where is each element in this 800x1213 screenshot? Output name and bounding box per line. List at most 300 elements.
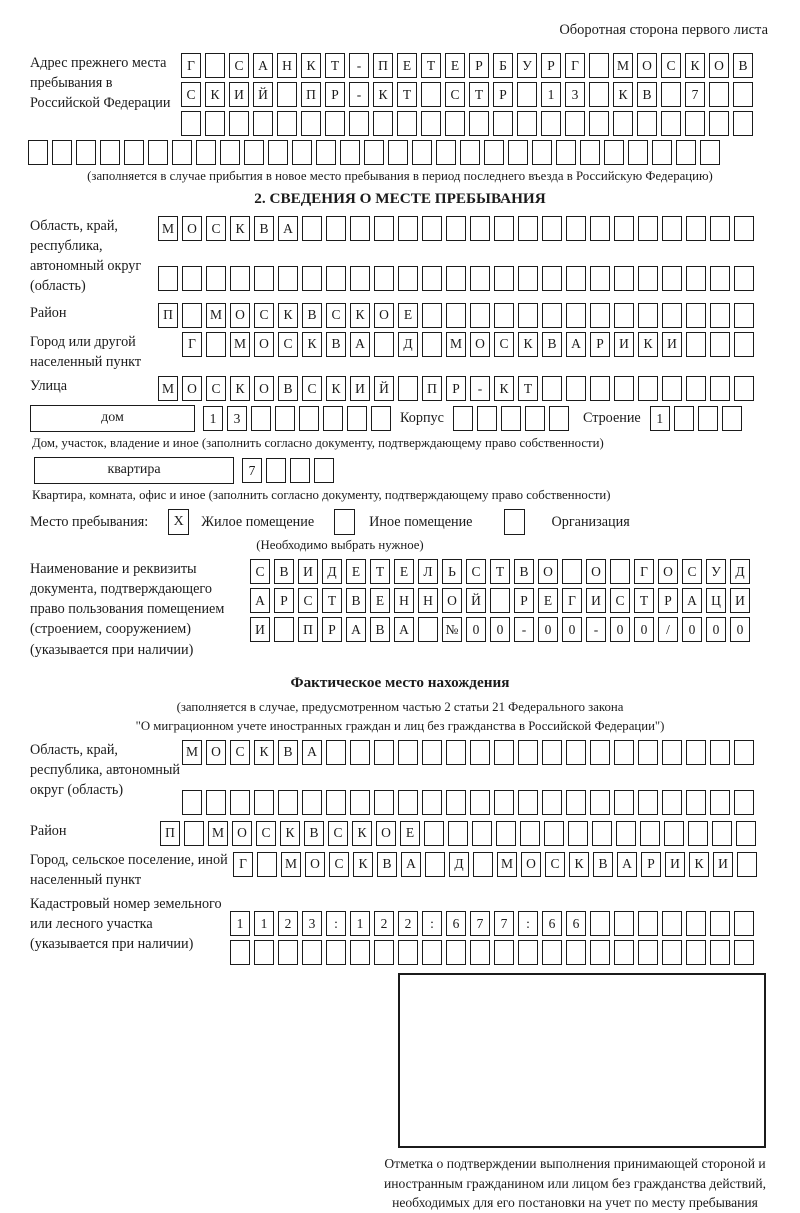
char-box[interactable]: К [230, 216, 250, 241]
char-box[interactable] [566, 303, 586, 328]
char-box[interactable]: Ь [442, 559, 462, 584]
char-box[interactable] [734, 790, 754, 815]
char-box[interactable]: : [518, 911, 538, 936]
char-box[interactable] [374, 940, 394, 965]
char-box[interactable] [220, 140, 240, 165]
char-box[interactable] [541, 111, 561, 136]
char-box[interactable]: 3 [302, 911, 322, 936]
char-box[interactable] [734, 266, 754, 291]
char-box[interactable] [661, 82, 681, 107]
char-box[interactable] [640, 821, 660, 846]
char-box[interactable]: С [206, 376, 226, 401]
checkbox-zhiloe[interactable]: X [168, 509, 189, 535]
char-box[interactable]: 7 [242, 458, 262, 483]
char-box[interactable] [710, 740, 730, 765]
char-box[interactable] [638, 303, 658, 328]
char-box[interactable] [710, 266, 730, 291]
char-box[interactable]: С [254, 303, 274, 328]
char-box[interactable] [302, 266, 322, 291]
char-box[interactable]: Т [322, 588, 342, 613]
char-box[interactable] [638, 740, 658, 765]
char-box[interactable] [710, 332, 730, 357]
char-box[interactable] [206, 332, 226, 357]
char-box[interactable] [470, 266, 490, 291]
char-box[interactable]: - [514, 617, 534, 642]
char-box[interactable] [470, 940, 490, 965]
char-box[interactable] [566, 216, 586, 241]
char-box[interactable] [710, 216, 730, 241]
char-box[interactable] [421, 82, 441, 107]
char-box[interactable]: № [442, 617, 462, 642]
char-box[interactable] [686, 376, 706, 401]
char-box[interactable] [299, 406, 319, 431]
char-box[interactable]: К [685, 53, 705, 78]
char-box[interactable] [477, 406, 497, 431]
char-box[interactable]: С [302, 376, 322, 401]
char-box[interactable] [709, 82, 729, 107]
char-box[interactable]: 0 [490, 617, 510, 642]
char-box[interactable]: 0 [682, 617, 702, 642]
char-box[interactable]: М [158, 376, 178, 401]
char-box[interactable]: К [230, 376, 250, 401]
char-box[interactable]: С [230, 740, 250, 765]
char-box[interactable]: К [301, 53, 321, 78]
char-box[interactable] [323, 406, 343, 431]
char-box[interactable]: Р [325, 82, 345, 107]
char-box[interactable]: И [662, 332, 682, 357]
char-box[interactable]: Р [641, 852, 661, 877]
char-box[interactable] [425, 852, 445, 877]
char-box[interactable]: В [302, 303, 322, 328]
char-box[interactable] [662, 911, 682, 936]
char-box[interactable] [688, 821, 708, 846]
char-box[interactable]: Г [565, 53, 585, 78]
char-box[interactable] [254, 790, 274, 815]
char-box[interactable]: Т [469, 82, 489, 107]
char-box[interactable]: Е [445, 53, 465, 78]
char-box[interactable] [398, 376, 418, 401]
apartment-type-box[interactable]: квартира [34, 457, 234, 484]
char-box[interactable] [614, 376, 634, 401]
char-box[interactable]: 0 [562, 617, 582, 642]
char-box[interactable] [472, 821, 492, 846]
char-box[interactable] [28, 140, 48, 165]
char-box[interactable] [398, 266, 418, 291]
char-box[interactable] [448, 821, 468, 846]
char-box[interactable]: С [661, 53, 681, 78]
char-box[interactable]: У [517, 53, 537, 78]
char-box[interactable] [494, 790, 514, 815]
char-box[interactable] [172, 140, 192, 165]
char-box[interactable] [734, 376, 754, 401]
char-box[interactable]: О [442, 588, 462, 613]
char-box[interactable] [374, 266, 394, 291]
char-box[interactable]: Р [322, 617, 342, 642]
char-box[interactable]: В [593, 852, 613, 877]
char-box[interactable] [374, 790, 394, 815]
char-box[interactable] [542, 740, 562, 765]
char-box[interactable]: Д [322, 559, 342, 584]
char-box[interactable] [712, 821, 732, 846]
char-box[interactable]: Р [590, 332, 610, 357]
char-box[interactable]: Т [518, 376, 538, 401]
char-box[interactable] [734, 303, 754, 328]
char-box[interactable] [278, 940, 298, 965]
char-box[interactable]: Г [181, 53, 201, 78]
char-box[interactable]: 0 [634, 617, 654, 642]
char-box[interactable] [590, 303, 610, 328]
char-box[interactable] [274, 617, 294, 642]
char-box[interactable] [254, 266, 274, 291]
char-box[interactable] [686, 266, 706, 291]
char-box[interactable] [614, 303, 634, 328]
char-box[interactable]: С [494, 332, 514, 357]
char-box[interactable]: Й [466, 588, 486, 613]
char-box[interactable] [76, 140, 96, 165]
char-box[interactable]: С [326, 303, 346, 328]
char-box[interactable]: Г [634, 559, 654, 584]
char-box[interactable]: П [373, 53, 393, 78]
char-box[interactable]: В [733, 53, 753, 78]
char-box[interactable]: Е [400, 821, 420, 846]
char-box[interactable]: П [158, 303, 178, 328]
char-box[interactable] [565, 111, 585, 136]
char-box[interactable] [590, 790, 610, 815]
char-box[interactable] [638, 911, 658, 936]
char-box[interactable] [686, 332, 706, 357]
char-box[interactable] [710, 303, 730, 328]
house-type-box[interactable]: дом [30, 405, 195, 432]
char-box[interactable] [566, 740, 586, 765]
char-box[interactable] [422, 266, 442, 291]
char-box[interactable] [614, 266, 634, 291]
char-box[interactable]: К [569, 852, 589, 877]
char-box[interactable]: 1 [203, 406, 223, 431]
char-box[interactable]: О [374, 303, 394, 328]
char-box[interactable]: : [326, 911, 346, 936]
char-box[interactable]: Е [397, 53, 417, 78]
char-box[interactable]: В [326, 332, 346, 357]
char-box[interactable]: К [205, 82, 225, 107]
char-box[interactable] [422, 940, 442, 965]
char-box[interactable] [388, 140, 408, 165]
char-box[interactable] [124, 140, 144, 165]
char-box[interactable]: О [709, 53, 729, 78]
char-box[interactable]: 1 [350, 911, 370, 936]
char-box[interactable] [493, 111, 513, 136]
char-box[interactable] [494, 940, 514, 965]
char-box[interactable]: Л [418, 559, 438, 584]
char-box[interactable]: П [160, 821, 180, 846]
char-box[interactable] [580, 140, 600, 165]
char-box[interactable] [518, 740, 538, 765]
char-box[interactable]: О [521, 852, 541, 877]
char-box[interactable]: В [637, 82, 657, 107]
char-box[interactable] [566, 790, 586, 815]
char-box[interactable]: И [350, 376, 370, 401]
char-box[interactable] [398, 216, 418, 241]
char-box[interactable]: Е [538, 588, 558, 613]
char-box[interactable] [473, 852, 493, 877]
char-box[interactable]: А [350, 332, 370, 357]
char-box[interactable]: У [706, 559, 726, 584]
char-box[interactable]: А [346, 617, 366, 642]
char-box[interactable] [628, 140, 648, 165]
char-box[interactable]: М [208, 821, 228, 846]
char-box[interactable] [734, 216, 754, 241]
char-box[interactable]: О [637, 53, 657, 78]
char-box[interactable] [52, 140, 72, 165]
char-box[interactable] [230, 940, 250, 965]
char-box[interactable] [614, 740, 634, 765]
char-box[interactable] [616, 821, 636, 846]
char-box[interactable] [229, 111, 249, 136]
char-box[interactable] [638, 790, 658, 815]
char-box[interactable] [664, 821, 684, 846]
char-box[interactable] [182, 790, 202, 815]
char-box[interactable] [737, 852, 757, 877]
char-box[interactable]: О [254, 376, 274, 401]
char-box[interactable]: 6 [566, 911, 586, 936]
char-box[interactable] [446, 740, 466, 765]
char-box[interactable]: В [304, 821, 324, 846]
char-box[interactable]: В [370, 617, 390, 642]
char-box[interactable] [614, 216, 634, 241]
char-box[interactable] [685, 111, 705, 136]
char-box[interactable]: О [586, 559, 606, 584]
char-box[interactable] [326, 266, 346, 291]
char-box[interactable] [230, 266, 250, 291]
char-box[interactable]: С [610, 588, 630, 613]
char-box[interactable] [446, 266, 466, 291]
char-box[interactable]: М [613, 53, 633, 78]
char-box[interactable]: В [377, 852, 397, 877]
char-box[interactable] [662, 940, 682, 965]
char-box[interactable] [373, 111, 393, 136]
char-box[interactable] [349, 111, 369, 136]
char-box[interactable] [542, 790, 562, 815]
char-box[interactable] [568, 821, 588, 846]
char-box[interactable]: 0 [538, 617, 558, 642]
char-box[interactable] [257, 852, 277, 877]
char-box[interactable] [445, 111, 465, 136]
char-box[interactable] [182, 303, 202, 328]
char-box[interactable] [736, 821, 756, 846]
char-box[interactable] [422, 332, 442, 357]
char-box[interactable]: К [518, 332, 538, 357]
char-box[interactable]: А [302, 740, 322, 765]
char-box[interactable] [549, 406, 569, 431]
char-box[interactable]: Д [730, 559, 750, 584]
checkbox-org[interactable] [504, 509, 525, 535]
char-box[interactable] [661, 111, 681, 136]
char-box[interactable] [686, 740, 706, 765]
char-box[interactable] [592, 821, 612, 846]
char-box[interactable]: П [301, 82, 321, 107]
char-box[interactable]: 0 [610, 617, 630, 642]
char-box[interactable]: Г [562, 588, 582, 613]
char-box[interactable]: - [470, 376, 490, 401]
char-box[interactable] [316, 140, 336, 165]
char-box[interactable] [613, 111, 633, 136]
char-box[interactable] [614, 911, 634, 936]
char-box[interactable]: К [352, 821, 372, 846]
char-box[interactable] [662, 303, 682, 328]
char-box[interactable]: С [445, 82, 465, 107]
char-box[interactable]: О [232, 821, 252, 846]
char-box[interactable] [446, 790, 466, 815]
char-box[interactable] [686, 911, 706, 936]
char-box[interactable] [734, 332, 754, 357]
char-box[interactable]: И [713, 852, 733, 877]
char-box[interactable] [638, 266, 658, 291]
char-box[interactable]: К [326, 376, 346, 401]
char-box[interactable] [484, 140, 504, 165]
char-box[interactable]: В [514, 559, 534, 584]
char-box[interactable]: П [422, 376, 442, 401]
char-box[interactable]: С [298, 588, 318, 613]
char-box[interactable]: К [302, 332, 322, 357]
char-box[interactable] [470, 740, 490, 765]
char-box[interactable]: 0 [706, 617, 726, 642]
char-box[interactable] [340, 140, 360, 165]
char-box[interactable] [638, 940, 658, 965]
char-box[interactable]: В [274, 559, 294, 584]
char-box[interactable] [518, 303, 538, 328]
char-box[interactable] [470, 216, 490, 241]
char-box[interactable]: - [349, 82, 369, 107]
char-box[interactable]: С [256, 821, 276, 846]
char-box[interactable]: 3 [227, 406, 247, 431]
char-box[interactable] [686, 790, 706, 815]
char-box[interactable]: О [470, 332, 490, 357]
char-box[interactable] [436, 140, 456, 165]
char-box[interactable] [520, 821, 540, 846]
char-box[interactable]: О [376, 821, 396, 846]
char-box[interactable]: Н [277, 53, 297, 78]
char-box[interactable]: И [229, 82, 249, 107]
char-box[interactable]: В [346, 588, 366, 613]
char-box[interactable]: М [206, 303, 226, 328]
char-box[interactable] [501, 406, 521, 431]
char-box[interactable] [589, 111, 609, 136]
char-box[interactable] [590, 376, 610, 401]
char-box[interactable] [676, 140, 696, 165]
char-box[interactable] [494, 266, 514, 291]
char-box[interactable] [371, 406, 391, 431]
char-box[interactable] [292, 140, 312, 165]
char-box[interactable] [710, 940, 730, 965]
char-box[interactable]: А [566, 332, 586, 357]
char-box[interactable] [254, 940, 274, 965]
char-box[interactable] [562, 559, 582, 584]
char-box[interactable] [158, 266, 178, 291]
char-box[interactable]: А [401, 852, 421, 877]
char-box[interactable]: Т [634, 588, 654, 613]
char-box[interactable]: А [682, 588, 702, 613]
char-box[interactable] [686, 216, 706, 241]
char-box[interactable]: К [638, 332, 658, 357]
char-box[interactable] [418, 617, 438, 642]
char-box[interactable] [424, 821, 444, 846]
char-box[interactable] [662, 740, 682, 765]
char-box[interactable]: О [254, 332, 274, 357]
char-box[interactable] [566, 376, 586, 401]
char-box[interactable] [638, 216, 658, 241]
char-box[interactable] [589, 53, 609, 78]
char-box[interactable]: К [353, 852, 373, 877]
char-box[interactable]: Е [394, 559, 414, 584]
char-box[interactable]: В [278, 740, 298, 765]
char-box[interactable]: А [617, 852, 637, 877]
char-box[interactable]: И [665, 852, 685, 877]
char-box[interactable] [590, 740, 610, 765]
char-box[interactable] [422, 740, 442, 765]
char-box[interactable] [205, 53, 225, 78]
char-box[interactable] [266, 458, 286, 483]
char-box[interactable]: И [614, 332, 634, 357]
char-box[interactable]: Б [493, 53, 513, 78]
char-box[interactable]: О [182, 216, 202, 241]
char-box[interactable]: К [278, 303, 298, 328]
char-box[interactable]: О [206, 740, 226, 765]
char-box[interactable]: В [278, 376, 298, 401]
char-box[interactable] [268, 140, 288, 165]
char-box[interactable]: М [446, 332, 466, 357]
char-box[interactable]: 2 [398, 911, 418, 936]
char-box[interactable] [733, 82, 753, 107]
char-box[interactable] [148, 140, 168, 165]
char-box[interactable]: Р [274, 588, 294, 613]
char-box[interactable] [722, 406, 742, 431]
char-box[interactable]: Й [374, 376, 394, 401]
char-box[interactable]: И [586, 588, 606, 613]
char-box[interactable]: Р [514, 588, 534, 613]
char-box[interactable]: М [281, 852, 301, 877]
char-box[interactable]: А [250, 588, 270, 613]
char-box[interactable] [700, 140, 720, 165]
char-box[interactable]: 2 [374, 911, 394, 936]
char-box[interactable]: Е [370, 588, 390, 613]
char-box[interactable]: 0 [730, 617, 750, 642]
char-box[interactable] [350, 740, 370, 765]
char-box[interactable]: В [254, 216, 274, 241]
char-box[interactable] [421, 111, 441, 136]
char-box[interactable] [590, 911, 610, 936]
char-box[interactable] [734, 740, 754, 765]
char-box[interactable] [182, 266, 202, 291]
char-box[interactable] [734, 940, 754, 965]
char-box[interactable]: О [538, 559, 558, 584]
char-box[interactable]: Р [469, 53, 489, 78]
char-box[interactable] [374, 216, 394, 241]
char-box[interactable]: Т [370, 559, 390, 584]
char-box[interactable] [350, 940, 370, 965]
char-box[interactable]: Ц [706, 588, 726, 613]
char-box[interactable] [253, 111, 273, 136]
char-box[interactable] [662, 216, 682, 241]
char-box[interactable]: К [280, 821, 300, 846]
char-box[interactable] [494, 303, 514, 328]
char-box[interactable]: М [497, 852, 517, 877]
char-box[interactable] [494, 216, 514, 241]
char-box[interactable]: - [586, 617, 606, 642]
char-box[interactable] [652, 140, 672, 165]
char-box[interactable] [277, 111, 297, 136]
char-box[interactable] [544, 821, 564, 846]
char-box[interactable]: 1 [230, 911, 250, 936]
char-box[interactable]: 7 [494, 911, 514, 936]
